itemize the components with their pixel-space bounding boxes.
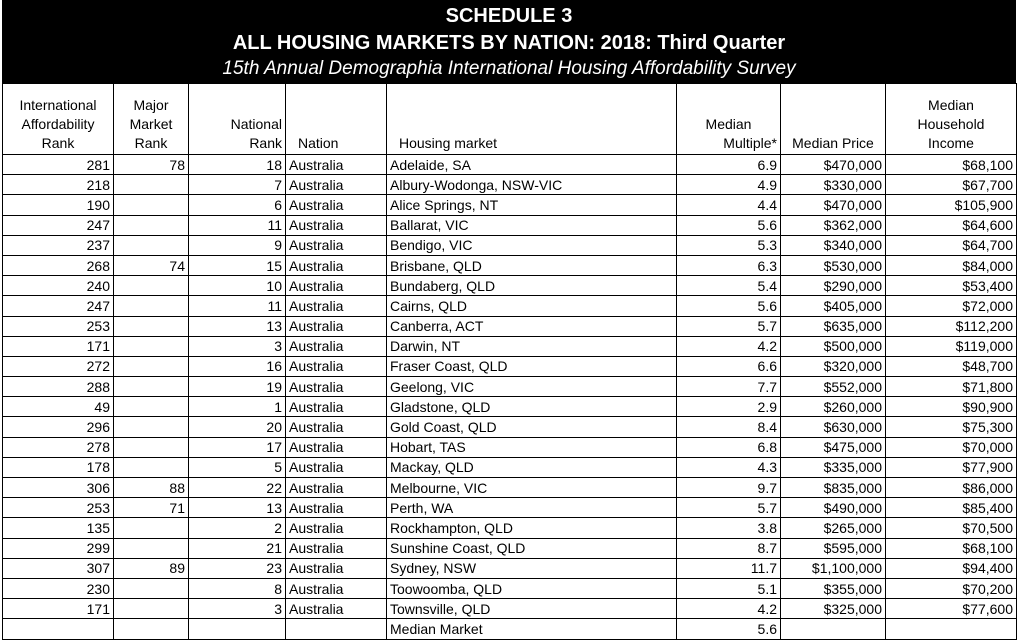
cell-intl-rank: 253 [3, 316, 114, 336]
cell-national-rank: 11 [189, 296, 286, 316]
cell-major-rank [114, 276, 189, 296]
table-row [3, 377, 1017, 397]
cell-national-rank: 3 [189, 336, 286, 356]
cell-income: $86,000 [886, 478, 1017, 498]
cell-market: Darwin, NT [387, 336, 677, 356]
cell-income: $70,200 [886, 578, 1017, 598]
cell-market: Fraser Coast, QLD [387, 356, 677, 376]
col-price [781, 84, 886, 155]
cell-intl-rank: 230 [3, 578, 114, 598]
cell-empty [114, 619, 189, 639]
cell-income: $68,100 [886, 538, 1017, 558]
cell-intl-rank: 307 [3, 558, 114, 578]
cell-national-rank: 2 [189, 518, 286, 538]
table-row [3, 518, 1017, 538]
cell-major-rank [114, 296, 189, 316]
cell-national-rank: 7 [189, 175, 286, 195]
cell-intl-rank: 171 [3, 599, 114, 619]
schedule-header [2, 0, 1016, 83]
cell-nation: Australia [286, 235, 387, 255]
cell-national-rank: 3 [189, 599, 286, 619]
cell-market: Gladstone, QLD [387, 397, 677, 417]
cell-multiple: 4.4 [677, 195, 781, 215]
cell-price: $405,000 [781, 296, 886, 316]
cell-nation: Australia [286, 377, 387, 397]
cell-market: Townsville, QLD [387, 599, 677, 619]
table-row [3, 498, 1017, 518]
table-row [3, 155, 1017, 175]
table-row [3, 336, 1017, 356]
cell-national-rank: 16 [189, 356, 286, 376]
col-income-line3: Income [928, 135, 974, 151]
cell-market: Toowoomba, QLD [387, 578, 677, 598]
cell-major-rank [114, 397, 189, 417]
cell-market: Canberra, ACT [387, 316, 677, 336]
cell-price: $470,000 [781, 195, 886, 215]
col-national-rank-line2: Rank [249, 135, 282, 151]
cell-intl-rank: 281 [3, 155, 114, 175]
col-major-rank [114, 84, 189, 155]
cell-price: $475,000 [781, 437, 886, 457]
cell-income: $67,700 [886, 175, 1017, 195]
cell-multiple: 6.6 [677, 356, 781, 376]
cell-income: $77,900 [886, 457, 1017, 477]
col-multiple [677, 84, 781, 155]
cell-multiple: 11.7 [677, 558, 781, 578]
cell-market: Hobart, TAS [387, 437, 677, 457]
cell-national-rank: 15 [189, 255, 286, 275]
col-intl-rank-line2: Affordability [21, 116, 95, 132]
table-row [3, 478, 1017, 498]
cell-major-rank [114, 195, 189, 215]
table-row [3, 316, 1017, 336]
cell-price: $470,000 [781, 155, 886, 175]
cell-income: $90,900 [886, 397, 1017, 417]
cell-national-rank: 22 [189, 478, 286, 498]
cell-nation: Australia [286, 538, 387, 558]
cell-price: $340,000 [781, 235, 886, 255]
cell-market: Sydney, NSW [387, 558, 677, 578]
cell-market: Brisbane, QLD [387, 255, 677, 275]
col-multiple-line2: Multiple* [723, 135, 777, 151]
schedule-title: SCHEDULE 3 [445, 5, 573, 27]
median-market-label: Median Market [387, 619, 677, 639]
cell-price: $290,000 [781, 276, 886, 296]
cell-national-rank: 23 [189, 558, 286, 578]
cell-income: $119,000 [886, 336, 1017, 356]
col-intl-rank [3, 84, 114, 155]
cell-nation: Australia [286, 457, 387, 477]
cell-price: $530,000 [781, 255, 886, 275]
cell-multiple: 4.2 [677, 336, 781, 356]
cell-multiple: 5.6 [677, 296, 781, 316]
cell-market: Albury-Wodonga, NSW-VIC [387, 175, 677, 195]
cell-major-rank [114, 578, 189, 598]
cell-multiple: 6.3 [677, 255, 781, 275]
cell-national-rank: 18 [189, 155, 286, 175]
cell-income: $84,000 [886, 255, 1017, 275]
cell-national-rank: 11 [189, 215, 286, 235]
cell-price: $330,000 [781, 175, 886, 195]
cell-multiple: 8.4 [677, 417, 781, 437]
cell-multiple: 4.2 [677, 599, 781, 619]
cell-major-rank [114, 518, 189, 538]
table-row [3, 356, 1017, 376]
cell-price: $335,000 [781, 457, 886, 477]
cell-major-rank [114, 235, 189, 255]
cell-major-rank [114, 336, 189, 356]
cell-nation: Australia [286, 498, 387, 518]
cell-national-rank: 21 [189, 538, 286, 558]
cell-major-rank [114, 356, 189, 376]
cell-income: $70,500 [886, 518, 1017, 538]
cell-intl-rank: 268 [3, 255, 114, 275]
cell-major-rank [114, 316, 189, 336]
cell-national-rank: 9 [189, 235, 286, 255]
cell-empty [3, 619, 114, 639]
cell-income: $75,300 [886, 417, 1017, 437]
table-row [3, 235, 1017, 255]
cell-national-rank: 1 [189, 397, 286, 417]
cell-nation: Australia [286, 316, 387, 336]
cell-intl-rank: 306 [3, 478, 114, 498]
cell-national-rank: 5 [189, 457, 286, 477]
survey-name: 15th Annual Demographia International Housing Affordability Survey [222, 58, 796, 79]
cell-nation: Australia [286, 518, 387, 538]
table-row [3, 276, 1017, 296]
cell-price: $362,000 [781, 215, 886, 235]
cell-multiple: 5.4 [677, 276, 781, 296]
cell-market: Sunshine Coast, QLD [387, 538, 677, 558]
cell-multiple: 6.8 [677, 437, 781, 457]
cell-price: $595,000 [781, 538, 886, 558]
cell-nation: Australia [286, 478, 387, 498]
cell-empty [286, 619, 387, 639]
col-income-line2: Household [917, 116, 985, 132]
cell-income: $70,000 [886, 437, 1017, 457]
cell-nation: Australia [286, 417, 387, 437]
cell-major-rank: 74 [114, 255, 189, 275]
cell-price: $265,000 [781, 518, 886, 538]
cell-multiple: 5.7 [677, 498, 781, 518]
cell-price: $325,000 [781, 599, 886, 619]
cell-intl-rank: 240 [3, 276, 114, 296]
col-nation-label: Nation [298, 135, 339, 151]
median-row [3, 619, 1017, 639]
cell-market: Bundaberg, QLD [387, 276, 677, 296]
cell-market: Alice Springs, NT [387, 195, 677, 215]
cell-intl-rank: 237 [3, 235, 114, 255]
cell-national-rank: 13 [189, 498, 286, 518]
cell-price: $835,000 [781, 478, 886, 498]
table-row [3, 599, 1017, 619]
cell-major-rank [114, 175, 189, 195]
table-row [3, 578, 1017, 598]
cell-market: Cairns, QLD [387, 296, 677, 316]
table-row [3, 175, 1017, 195]
col-intl-rank-line3: Rank [41, 135, 75, 151]
cell-intl-rank: 299 [3, 538, 114, 558]
cell-income: $105,900 [886, 195, 1017, 215]
cell-market: Bendigo, VIC [387, 235, 677, 255]
table-row [3, 538, 1017, 558]
cell-multiple: 5.7 [677, 316, 781, 336]
table-row [3, 195, 1017, 215]
cell-intl-rank: 135 [3, 518, 114, 538]
cell-major-rank [114, 417, 189, 437]
cell-intl-rank: 247 [3, 296, 114, 316]
cell-price: $635,000 [781, 316, 886, 336]
cell-market: Adelaide, SA [387, 155, 677, 175]
col-major-rank-line1: Major [133, 97, 169, 113]
cell-multiple: 8.7 [677, 538, 781, 558]
cell-major-rank [114, 599, 189, 619]
cell-market: Rockhampton, QLD [387, 518, 677, 538]
cell-national-rank: 13 [189, 316, 286, 336]
col-multiple-line1: Median [705, 116, 752, 132]
table-row [3, 255, 1017, 275]
cell-income: $64,700 [886, 235, 1017, 255]
cell-intl-rank: 288 [3, 377, 114, 397]
cell-empty [189, 619, 286, 639]
cell-multiple: 5.3 [677, 235, 781, 255]
cell-major-rank [114, 457, 189, 477]
cell-empty [781, 619, 886, 639]
col-national-rank-line1: National [230, 116, 282, 132]
cell-national-rank: 19 [189, 377, 286, 397]
cell-market: Gold Coast, QLD [387, 417, 677, 437]
cell-income: $68,100 [886, 155, 1017, 175]
table-row [3, 296, 1017, 316]
table-body [3, 155, 1017, 640]
cell-nation: Australia [286, 215, 387, 235]
cell-intl-rank: 171 [3, 336, 114, 356]
cell-major-rank: 78 [114, 155, 189, 175]
cell-nation: Australia [286, 599, 387, 619]
cell-intl-rank: 278 [3, 437, 114, 457]
cell-income: $72,000 [886, 296, 1017, 316]
cell-price: $1,100,000 [781, 558, 886, 578]
cell-market: Mackay, QLD [387, 457, 677, 477]
cell-multiple: 7.7 [677, 377, 781, 397]
col-major-rank-line3: Rank [134, 135, 168, 151]
cell-major-rank: 89 [114, 558, 189, 578]
cell-nation: Australia [286, 356, 387, 376]
cell-nation: Australia [286, 397, 387, 417]
table-row [3, 437, 1017, 457]
cell-national-rank: 10 [189, 276, 286, 296]
cell-major-rank [114, 377, 189, 397]
table-row [3, 417, 1017, 437]
table-row [3, 558, 1017, 578]
cell-market: Perth, WA [387, 498, 677, 518]
cell-income: $53,400 [886, 276, 1017, 296]
cell-major-rank [114, 538, 189, 558]
cell-income: $112,200 [886, 316, 1017, 336]
median-market-multiple: 5.6 [677, 619, 781, 639]
cell-multiple: 4.9 [677, 175, 781, 195]
cell-major-rank [114, 215, 189, 235]
table-row [3, 397, 1017, 417]
col-national-rank [189, 84, 286, 155]
cell-multiple: 6.9 [677, 155, 781, 175]
cell-price: $355,000 [781, 578, 886, 598]
cell-price: $500,000 [781, 336, 886, 356]
cell-intl-rank: 49 [3, 397, 114, 417]
cell-market: Ballarat, VIC [387, 215, 677, 235]
cell-nation: Australia [286, 558, 387, 578]
cell-price: $630,000 [781, 417, 886, 437]
cell-price: $552,000 [781, 377, 886, 397]
cell-intl-rank: 190 [3, 195, 114, 215]
cell-major-rank [114, 437, 189, 457]
cell-nation: Australia [286, 276, 387, 296]
cell-multiple: 9.7 [677, 478, 781, 498]
cell-multiple: 5.6 [677, 215, 781, 235]
cell-national-rank: 17 [189, 437, 286, 457]
cell-nation: Australia [286, 578, 387, 598]
cell-national-rank: 6 [189, 195, 286, 215]
cell-multiple: 2.9 [677, 397, 781, 417]
cell-nation: Australia [286, 195, 387, 215]
cell-income: $48,700 [886, 356, 1017, 376]
col-income-line1: Median [928, 97, 974, 113]
cell-income: $85,400 [886, 498, 1017, 518]
cell-intl-rank: 253 [3, 498, 114, 518]
cell-national-rank: 8 [189, 578, 286, 598]
cell-market: Geelong, VIC [387, 377, 677, 397]
cell-intl-rank: 296 [3, 417, 114, 437]
cell-nation: Australia [286, 155, 387, 175]
col-income [886, 84, 1017, 155]
cell-income: $71,800 [886, 377, 1017, 397]
cell-price: $490,000 [781, 498, 886, 518]
cell-income: $94,400 [886, 558, 1017, 578]
cell-price: $260,000 [781, 397, 886, 417]
col-nation [286, 84, 387, 155]
cell-multiple: 3.8 [677, 518, 781, 538]
cell-income: $77,600 [886, 599, 1017, 619]
header-row [3, 84, 1017, 155]
cell-nation: Australia [286, 175, 387, 195]
cell-multiple: 4.3 [677, 457, 781, 477]
housing-table [2, 83, 1017, 640]
table-row [3, 457, 1017, 477]
cell-intl-rank: 178 [3, 457, 114, 477]
cell-national-rank: 20 [189, 417, 286, 437]
cell-market: Melbourne, VIC [387, 478, 677, 498]
cell-income: $64,600 [886, 215, 1017, 235]
cell-nation: Australia [286, 437, 387, 457]
cell-major-rank: 71 [114, 498, 189, 518]
col-market-label: Housing market [399, 135, 498, 151]
col-market [387, 84, 677, 155]
cell-multiple: 5.1 [677, 578, 781, 598]
cell-major-rank: 88 [114, 478, 189, 498]
cell-price: $320,000 [781, 356, 886, 376]
table-row [3, 215, 1017, 235]
cell-empty [886, 619, 1017, 639]
col-intl-rank-line1: International [19, 97, 97, 113]
cell-intl-rank: 247 [3, 215, 114, 235]
cell-nation: Australia [286, 336, 387, 356]
cell-nation: Australia [286, 255, 387, 275]
col-price-label: Median Price [792, 135, 874, 151]
schedule-subtitle: ALL HOUSING MARKETS BY NATION: 2018: Third Quarter [232, 32, 786, 54]
col-major-rank-line2: Market [129, 116, 173, 132]
cell-nation: Australia [286, 296, 387, 316]
cell-intl-rank: 272 [3, 356, 114, 376]
cell-intl-rank: 218 [3, 175, 114, 195]
